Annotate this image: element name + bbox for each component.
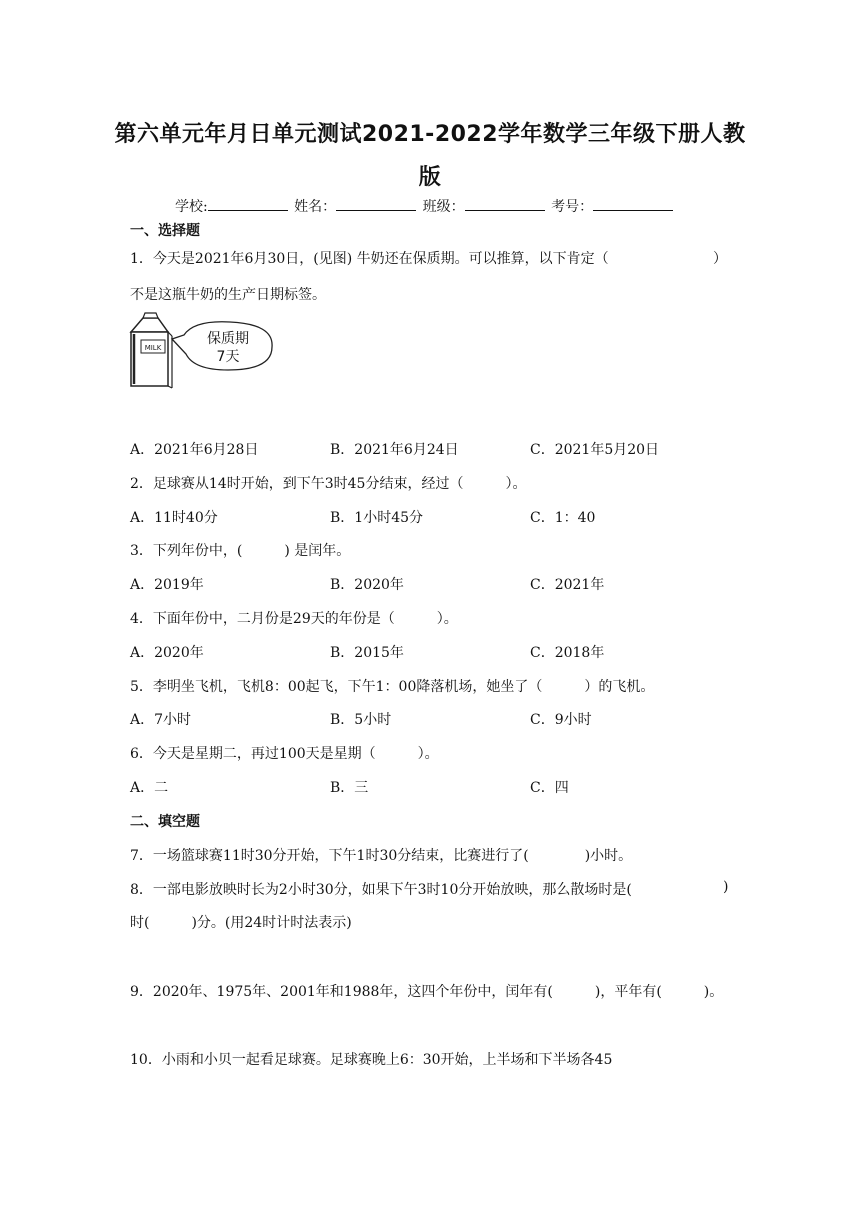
section-fill-heading: 二、填空题 — [130, 814, 200, 830]
q2-option-a[interactable]: A．11时40分 — [130, 510, 218, 526]
speech-bubble — [172, 322, 272, 370]
q5-option-c[interactable]: C．9小时 — [530, 712, 592, 728]
class-blank[interactable] — [465, 198, 545, 211]
q2-text: 2．足球赛从14时开始，到下午3时45分结束，经过（ ）。 — [130, 476, 527, 492]
q1-option-a[interactable]: A．2021年6月28日 — [130, 442, 259, 458]
student-info-line — [175, 196, 675, 216]
milk-carton-icon — [131, 313, 172, 388]
q5-option-b[interactable]: B．5小时 — [330, 712, 392, 728]
milk-carton-figure — [128, 312, 278, 390]
bubble-text-line1: 保质期 — [207, 331, 249, 347]
q10-text: 10．小雨和小贝一起看足球赛。足球赛晚上6：30开始，上半场和下半场各45 — [130, 1052, 613, 1068]
q5-option-a[interactable]: A．7小时 — [130, 712, 192, 728]
q8-paren-end: ) — [723, 879, 729, 895]
school-label: 学校: — [175, 199, 208, 215]
bubble-text-line2: 7天 — [216, 349, 240, 365]
q4-option-c[interactable]: C．2018年 — [530, 645, 605, 661]
q8-line1: 8．一部电影放映时长为2小时30分，如果下午3时10分开始放映，那么散场时是( — [130, 882, 632, 898]
q3-option-b[interactable]: B．2020年 — [330, 577, 404, 593]
q1-option-b[interactable]: B．2021年6月24日 — [330, 442, 459, 458]
q5-text: 5．李明坐飞机，飞机8：00起飞，下午1：00降落机场，她坐了（ ）的飞机。 — [130, 679, 655, 695]
school-blank[interactable] — [208, 198, 288, 211]
q4-text: 4．下面年份中，二月份是29天的年份是（ ）。 — [130, 611, 458, 627]
q4-option-b[interactable]: B．2015年 — [330, 645, 404, 661]
class-label: 班级： — [422, 199, 465, 215]
q9-text: 9．2020年、1975年、2001年和1988年，这四个年份中，闰年有( )，平年有( )。 — [130, 984, 724, 1000]
q6-text: 6．今天是星期二，再过100天是星期（ ）。 — [130, 746, 439, 762]
q6-option-c[interactable]: C．四 — [530, 780, 569, 796]
q4-option-a[interactable]: A．2020年 — [130, 645, 204, 661]
exam-no-label: 考号： — [551, 199, 594, 215]
q3-option-a[interactable]: A．2019年 — [130, 577, 204, 593]
milk-label: MILK — [144, 344, 162, 352]
q8-line2: 时( )分。(用24时计时法表示) — [130, 915, 352, 931]
name-label: 姓名： — [294, 199, 337, 215]
q3-text: 3．下列年份中，( ) 是闰年。 — [130, 543, 351, 559]
q1-option-c[interactable]: C．2021年5月20日 — [530, 442, 660, 458]
page-title-continued: 版 — [418, 165, 442, 190]
q3-option-c[interactable]: C．2021年 — [530, 577, 605, 593]
name-blank[interactable] — [336, 198, 416, 211]
q7-text: 7．一场篮球赛11时30分开始，下午1时30分结束，比赛进行了( )小时。 — [130, 848, 633, 864]
q2-option-b[interactable]: B．1小时45分 — [330, 510, 424, 526]
section-choice-heading: 一、选择题 — [130, 223, 200, 239]
q6-option-b[interactable]: B．三 — [330, 780, 369, 796]
q1-line2: 不是这瓶牛奶的生产日期标签。 — [130, 287, 326, 303]
q6-option-a[interactable]: A．二 — [130, 780, 169, 796]
page-title: 第六单元年月日单元测试2021-2022学年数学三年级下册人教 — [114, 122, 746, 147]
q1-paren-end: ） — [713, 251, 727, 267]
q1-text: 1．今天是2021年6月30日，(见图) 牛奶还在保质期。可以推算，以下肯定（ — [130, 251, 609, 267]
q2-option-c[interactable]: C．1：40 — [530, 510, 596, 526]
q1-line1 — [130, 248, 609, 268]
exam-no-blank[interactable] — [593, 198, 673, 211]
